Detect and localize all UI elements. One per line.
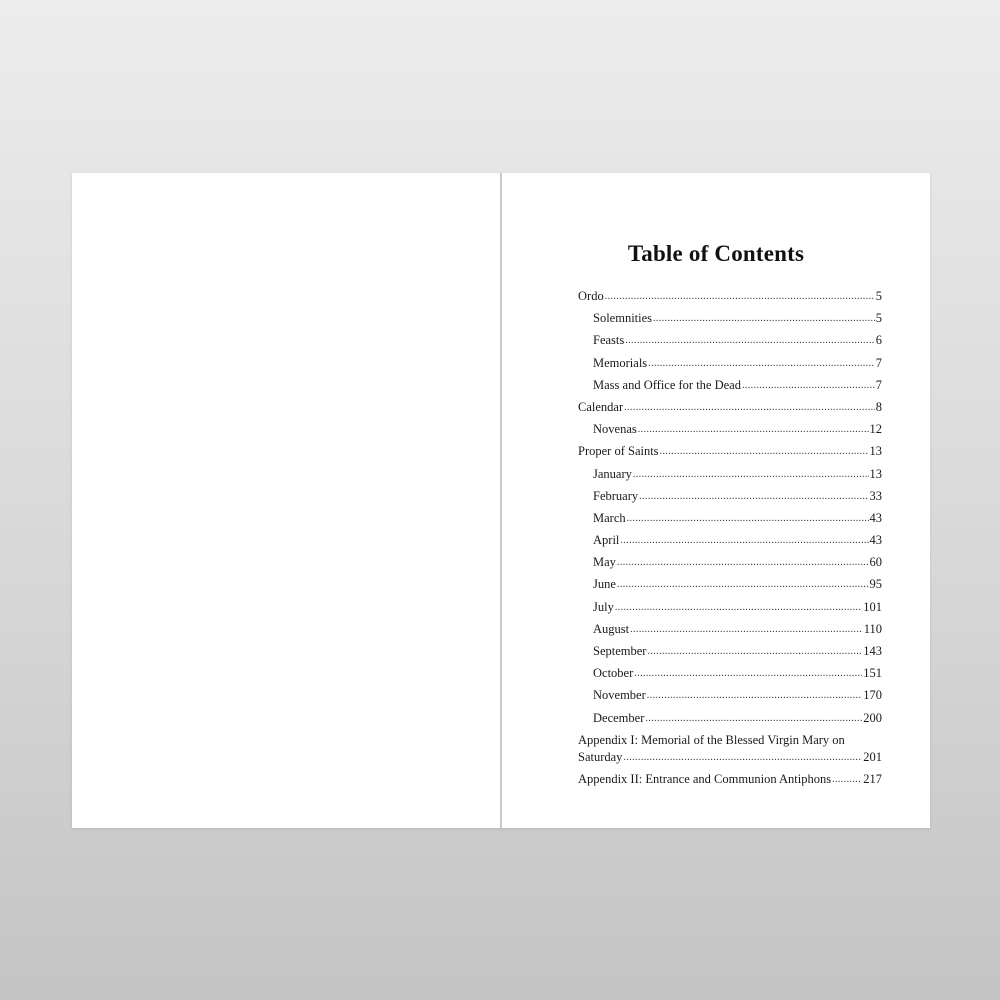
- toc-entry-appendix-i-line1[interactable]: [578, 733, 882, 750]
- toc-entry-ordo[interactable]: [578, 289, 882, 311]
- toc-page-number: 12: [869, 422, 882, 437]
- dot-leader: [645, 712, 862, 722]
- toc-entry-july[interactable]: [578, 600, 882, 622]
- dot-leader: [742, 379, 875, 389]
- dot-leader: [620, 534, 868, 544]
- toc-entry-label: Ordo: [578, 289, 604, 303]
- toc-entry-feasts[interactable]: [578, 333, 882, 355]
- toc-entry-october[interactable]: [578, 666, 882, 688]
- toc-entry-may[interactable]: [578, 555, 882, 577]
- toc-page-number: 8: [875, 399, 882, 414]
- toc-page-number: 201: [863, 749, 882, 764]
- toc-entry-label: May: [593, 555, 616, 570]
- toc-entry-april[interactable]: [578, 533, 882, 555]
- toc-entry-label: February: [593, 488, 639, 503]
- toc-entry-label: Novenas: [593, 422, 637, 437]
- dot-leader: [617, 578, 869, 588]
- right-page: [502, 173, 930, 828]
- toc-page-number: 110: [863, 621, 882, 636]
- toc-entry-appendix-ii[interactable]: [578, 772, 882, 794]
- dot-leader: [633, 468, 869, 478]
- toc-page-number: 101: [863, 599, 882, 614]
- toc-page-number: 5: [875, 289, 882, 303]
- toc-entry-label: September: [593, 644, 647, 658]
- toc-page-number: 95: [869, 577, 882, 592]
- toc-page-number: 217: [863, 771, 882, 786]
- dot-leader: [832, 773, 862, 783]
- page-title: Table of Contents: [627, 241, 805, 266]
- toc-entry-label: Memorials: [593, 355, 648, 370]
- toc-page-number: 5: [875, 311, 882, 326]
- dot-leader: [630, 623, 863, 633]
- toc-page-number: 33: [869, 488, 882, 503]
- toc-entry-label: December: [593, 710, 645, 725]
- toc-page-number: 151: [863, 666, 882, 681]
- toc-entry-label: April: [593, 533, 620, 548]
- toc-page-number: 170: [863, 688, 882, 703]
- toc-entry-solemnities[interactable]: [578, 311, 882, 333]
- toc-entry-february[interactable]: [578, 489, 882, 511]
- toc-entry-label: August: [593, 621, 630, 636]
- toc-page-number: 200: [863, 710, 882, 725]
- dot-leader: [625, 334, 875, 344]
- left-page-blank: [72, 173, 500, 828]
- toc-page-number: 43: [869, 510, 882, 525]
- toc-page-number: 13: [869, 444, 882, 459]
- toc-entry-label: Calendar: [578, 399, 624, 414]
- toc-entry-label: Solemnities: [593, 311, 653, 326]
- toc-entry-label: June: [593, 577, 616, 592]
- dot-leader: [605, 290, 875, 300]
- toc-entry-january[interactable]: [578, 467, 882, 489]
- dot-leader: [639, 490, 868, 500]
- dot-leader: [653, 312, 875, 322]
- dot-leader: [615, 601, 862, 611]
- toc-entry-proper-of-saints[interactable]: [578, 444, 882, 466]
- toc-entry-label: Proper of Saints: [578, 444, 659, 459]
- dot-leader: [647, 645, 862, 655]
- dot-leader: [617, 556, 869, 566]
- toc-entry-label: Appendix I: Memorial of the Blessed Virgin Mary on: [578, 732, 845, 747]
- toc-entry-label: Feasts: [593, 333, 625, 348]
- toc-entry-august[interactable]: [578, 622, 882, 644]
- dot-leader: [638, 423, 869, 433]
- toc-entry-june[interactable]: [578, 577, 882, 599]
- toc-entry-march[interactable]: [578, 511, 882, 533]
- toc-page-number: 143: [863, 644, 882, 658]
- toc-page-number: 7: [875, 355, 882, 370]
- dot-leader: [634, 667, 862, 677]
- toc-entry-label: October: [593, 666, 634, 681]
- toc-page-number: 13: [869, 466, 882, 481]
- dot-leader: [623, 751, 862, 761]
- toc-entry-label: March: [593, 510, 626, 525]
- dot-leader: [660, 445, 869, 455]
- toc-entry-december[interactable]: [578, 711, 882, 733]
- table-of-contents: [578, 289, 882, 794]
- toc-entry-label: July: [593, 599, 614, 614]
- toc-entry-label: January: [593, 466, 632, 481]
- dot-leader: [627, 512, 869, 522]
- toc-page-number: 60: [869, 555, 882, 570]
- toc-entry-memorials[interactable]: [578, 356, 882, 378]
- toc-entry-label: November: [593, 688, 646, 703]
- dot-leader: [624, 401, 875, 411]
- toc-entry-calendar[interactable]: [578, 400, 882, 422]
- toc-entry-label: Saturday: [578, 749, 623, 764]
- dot-leader: [647, 689, 862, 699]
- toc-page-number: 6: [875, 333, 882, 348]
- toc-entry-november[interactable]: [578, 688, 882, 710]
- toc-entry-september[interactable]: [578, 644, 882, 666]
- toc-entry-novenas[interactable]: [578, 422, 882, 444]
- toc-page-number: 43: [869, 533, 882, 548]
- toc-entry-label: Appendix II: Entrance and Communion Antiphons: [578, 771, 832, 786]
- toc-entry-appendix-i-line2[interactable]: [578, 750, 882, 772]
- toc-entry-label: Mass and Office for the Dead: [593, 377, 741, 392]
- dot-leader: [648, 357, 875, 367]
- toc-entry-mass-and-office-for-the-dead[interactable]: [578, 378, 882, 400]
- toc-page-number: 7: [875, 377, 882, 392]
- book-spread: [72, 173, 930, 828]
